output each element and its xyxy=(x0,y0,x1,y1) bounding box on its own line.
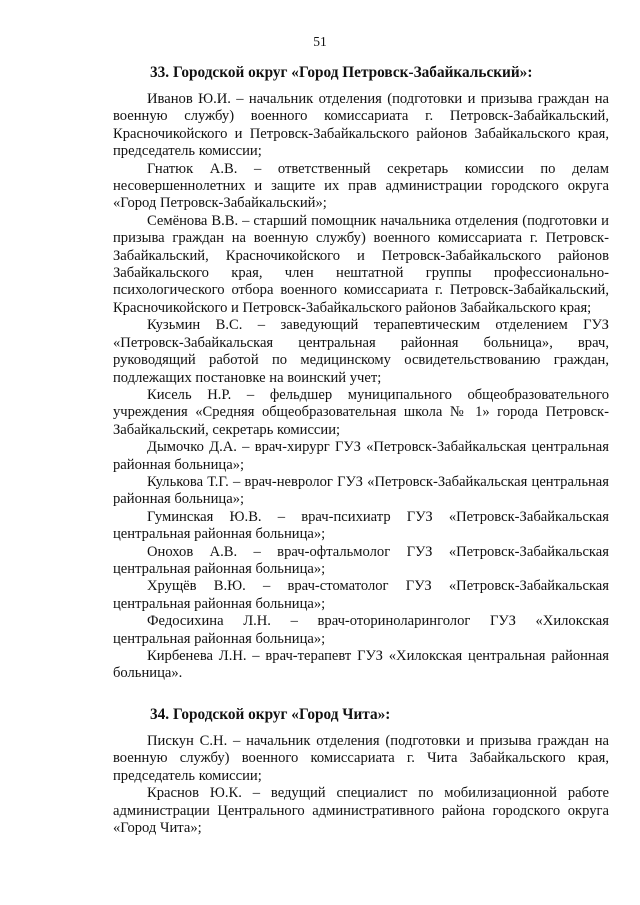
commission-member-entry: Кулькова Т.Г. – врач-невролог ГУЗ «Петровск-Забайкальская центральная районная больница»; xyxy=(113,473,609,508)
commission-member-entry: Дымочко Д.А. – врач-хирург ГУЗ «Петровск-Забайкальская центральная районная больница»; xyxy=(113,439,609,473)
commission-member-entry: Онохов А.В. – врач-офтальмолог ГУЗ «Петровск-Забайкальская центральная районная больница»; xyxy=(113,543,609,577)
section-heading: 34. Городской округ «Город Чита»: xyxy=(150,706,391,723)
commission-member-entry: Кисель Н.Р. – фельдшер муниципального общеобразовательного учреждения «Средняя общеобразовательная школа № 1» города Петровск-Забайкальский, секретарь комиссии; xyxy=(113,386,609,438)
commission-member-entry: Хрущёв В.Ю. – врач-стоматолог ГУЗ «Петровск-Забайкальская центральная районная больница»; xyxy=(113,578,609,612)
commission-member-entry: Иванов Ю.И. – начальник отделения (подготовки и призыва граждан на военную службу) военного комиссариата г. Петровск-Забайкальский, Красночикойского и Петровск-Забайкальского районов Забайкальского края, председатель комиссии; xyxy=(113,91,609,160)
page-number: 51 xyxy=(313,34,327,49)
commission-member-entry: Пискун С.Н. – начальник отделения (подготовки и призыва граждан на военную службу) военного комиссариата г. Чита Забайкальского края, председатель комиссии; xyxy=(113,733,609,784)
section-33 xyxy=(113,64,609,683)
commission-member-entry: Гнатюк А.В. – ответственный секретарь комиссии по делам несовершеннолетних и защите их прав администрации городского округа «Город Петровск-Забайкальский»; xyxy=(113,160,609,212)
commission-member-entry: Краснов Ю.К. – ведущий специалист по мобилизационной работе администрации Центрального административного района городского округа «Город Чита»; xyxy=(113,785,609,837)
commission-member-entry: Кузьмин В.С. – заведующий терапевтическим отделением ГУЗ «Петровск-Забайкальская центральная районная больница», врач, руководящий работой по медицинскому освидетельствованию граждан, подлежащих постановке на воинский учет; xyxy=(113,317,609,386)
commission-member-entry: Кирбенева Л.Н. – врач-терапевт ГУЗ «Хилокская центральная районная больница». xyxy=(113,648,609,682)
section-heading: 33. Городской округ «Город Петровск-Забайкальский»: xyxy=(150,64,533,81)
commission-member-entry: Гуминская Ю.В. – врач-психиатр ГУЗ «Петровск-Забайкальская центральная районная больница»; xyxy=(113,508,609,543)
section-34 xyxy=(113,706,609,837)
commission-member-entry: Семёнова В.В. – старший помощник начальника отделения (подготовки и призыва граждан на военную службу) военного комиссариата г. Петровск-Забайкальский, Красночикойского и Петровск-Забайкальского районов Забайкальского края, член нештатной группы профессионально-психологического отбора военного комиссариата г. Петровск-Забайкальский, Красночикойского и Петровск-Забайкальского районов Забайкальского края; xyxy=(113,212,609,316)
commission-member-entry: Федосихина Л.Н. – врач-оториноларинголог ГУЗ «Хилокская центральная районная больница»; xyxy=(113,613,609,647)
